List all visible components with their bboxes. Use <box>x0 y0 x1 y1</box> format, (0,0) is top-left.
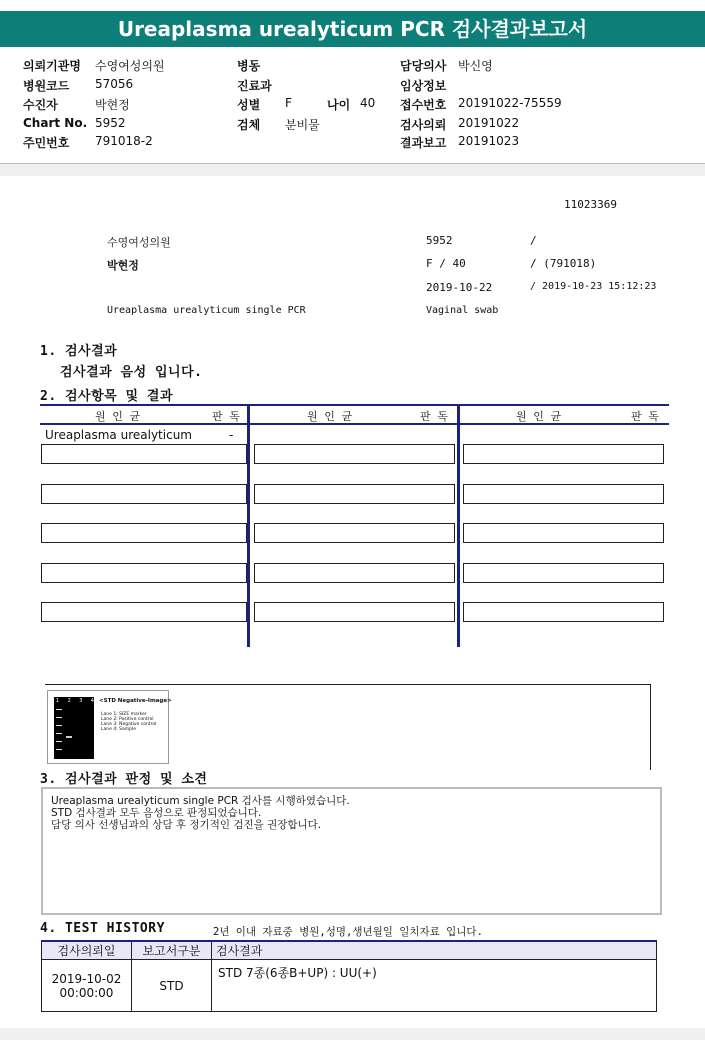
col-organism-label: 원 인 균 <box>516 410 562 423</box>
result-cell <box>463 563 664 583</box>
age-value: 40 <box>360 96 376 110</box>
report-title: Ureaplasma urealyticum PCR 검사결과보고서 <box>0 11 705 47</box>
result-cell <box>463 523 664 543</box>
col-result-label: 판 독 <box>420 410 448 423</box>
section-3-title: 3. 검사결과 판정 및 소견 <box>40 772 208 787</box>
history-result: STD 7종(6종B+UP) : UU(+) <box>212 960 657 1012</box>
lane-number: 1 <box>56 698 60 704</box>
detail-slash: / <box>530 234 537 247</box>
detail-chart: 5952 <box>426 234 453 247</box>
gel-band <box>66 736 72 738</box>
comment-line: Ureaplasma urealyticum single PCR 검사를 시행하였습니다. <box>51 795 350 807</box>
clinical-label: 임상정보 <box>400 79 447 93</box>
detail-sex-age: F / 40 <box>426 257 466 270</box>
report-label: 결과보고 <box>400 136 447 150</box>
result-cell <box>463 484 664 504</box>
lane-number: 3 <box>79 698 83 704</box>
history-col-date: 검사의뢰일 <box>42 941 132 960</box>
history-table <box>41 940 657 1012</box>
result-cell <box>41 523 247 543</box>
gel-legend-item: Lane 4: Sample <box>101 727 136 732</box>
rrn-label: 주민번호 <box>23 136 70 150</box>
result-grid-header <box>40 404 669 425</box>
gel-photo <box>54 697 94 759</box>
doctor-value: 박신영 <box>458 59 493 73</box>
gel-band <box>56 709 62 710</box>
col-result-label: 판 독 <box>212 410 240 423</box>
result-cell <box>41 484 247 504</box>
grid-col-2 <box>252 406 457 423</box>
history-date: 2019-10-02 <box>51 971 122 986</box>
lane-number: 2 <box>67 698 71 704</box>
history-time: 00:00:00 <box>59 985 114 1000</box>
grid-col-3 <box>461 406 669 423</box>
lane-number: 4 <box>90 698 94 704</box>
gel-band <box>56 733 62 734</box>
patient-label: 수진자 <box>23 98 58 112</box>
result-cell <box>254 444 455 464</box>
report-id: 11023369 <box>564 198 617 211</box>
detail-date: 2019-10-22 <box>426 281 493 294</box>
accession-value: 20191022-75559 <box>458 96 562 110</box>
row1-result: - <box>229 428 234 442</box>
page-separator <box>0 164 705 176</box>
section-2-title: 2. 검사항목 및 결과 <box>40 389 174 404</box>
col-result-label: 판 독 <box>631 410 659 423</box>
result-cell <box>254 484 455 504</box>
section-1-title: 1. 검사결과 <box>40 344 118 359</box>
detail-specimen: Vaginal swab <box>426 305 499 316</box>
section-1-text: 검사결과 음성 입니다. <box>60 365 203 380</box>
request-label: 검사의뢰 <box>400 118 447 132</box>
code-label: 병원코드 <box>23 79 70 93</box>
comment-line: 담당 의사 선생님과의 상담 후 정기적인 검진을 권장합니다. <box>51 819 322 831</box>
gel-band <box>56 725 62 726</box>
specimen-label: 검체 <box>237 118 261 132</box>
detail-hospital: 수영여성의원 <box>107 236 171 249</box>
rrn-value: 791018-2 <box>95 134 153 148</box>
grid-separator <box>247 405 250 647</box>
hospital-value: 수영여성의원 <box>95 59 165 73</box>
dept-label: 진료과 <box>237 79 272 93</box>
gel-band <box>56 741 62 742</box>
patient-value: 박현정 <box>95 98 130 112</box>
chart-label: Chart No. <box>23 116 88 130</box>
grid-separator <box>457 405 460 647</box>
history-header-row <box>42 941 657 960</box>
result-cell <box>463 444 664 464</box>
gel-title: <STD Negative-Image> <box>99 698 172 704</box>
section-4-title: 4. TEST HISTORY <box>40 921 165 936</box>
accession-label: 접수번호 <box>400 98 447 112</box>
result-cell <box>254 602 455 622</box>
code-value: 57056 <box>95 77 134 91</box>
result-cell <box>254 563 455 583</box>
detail-patient: 박현정 <box>107 259 139 272</box>
hospital-label: 의뢰기관명 <box>23 59 81 73</box>
gel-band <box>56 717 62 718</box>
detail-rrn: / (791018) <box>530 257 597 270</box>
chart-value: 5952 <box>95 116 126 130</box>
result-cell <box>254 523 455 543</box>
history-date-cell <box>42 960 132 1012</box>
history-type: STD <box>132 960 212 1012</box>
doctor-label: 담당의사 <box>400 59 447 73</box>
col-organism-label: 원 인 균 <box>307 410 353 423</box>
gel-legend-item: Lane 2: Positive control <box>101 717 154 722</box>
result-cell <box>41 602 247 622</box>
col-organism-label: 원 인 균 <box>95 410 141 423</box>
specimen-value: 분비물 <box>285 118 320 132</box>
request-value: 20191022 <box>458 116 520 130</box>
detail-datetime: / 2019-10-23 15:12:23 <box>530 281 657 292</box>
history-note: 2년 이내 자료중 병원,성명,생년월일 일치자료 입니다. <box>213 926 483 938</box>
result-cell <box>41 444 247 464</box>
gel-lane-numbers <box>56 698 94 704</box>
history-col-type: 보고서구분 <box>132 941 212 960</box>
row1-organism: Ureaplasma urealyticum <box>45 428 192 442</box>
sex-label: 성별 <box>237 98 261 112</box>
age-label: 나이 <box>327 98 351 112</box>
grid-col-1 <box>40 406 248 423</box>
ward-label: 병동 <box>237 59 261 73</box>
table-row <box>42 960 657 1012</box>
page-footer-strip <box>0 1028 705 1040</box>
result-cell <box>41 563 247 583</box>
gel-legend-item: Lane 3: Negative control <box>101 722 157 727</box>
comment-box <box>41 787 662 915</box>
gel-legend-item: Lane 1: SIZE marker <box>101 712 147 717</box>
detail-test-name: Ureaplasma urealyticum single PCR <box>107 305 306 316</box>
sex-value: F <box>285 96 292 110</box>
report-value: 20191023 <box>458 134 520 148</box>
header-info <box>0 50 705 165</box>
result-cell <box>463 602 664 622</box>
comment-line: STD 검사결과 모두 음성으로 판정되었습니다. <box>51 807 262 819</box>
history-col-result: 검사결과 <box>212 941 657 960</box>
gel-band <box>56 749 62 750</box>
